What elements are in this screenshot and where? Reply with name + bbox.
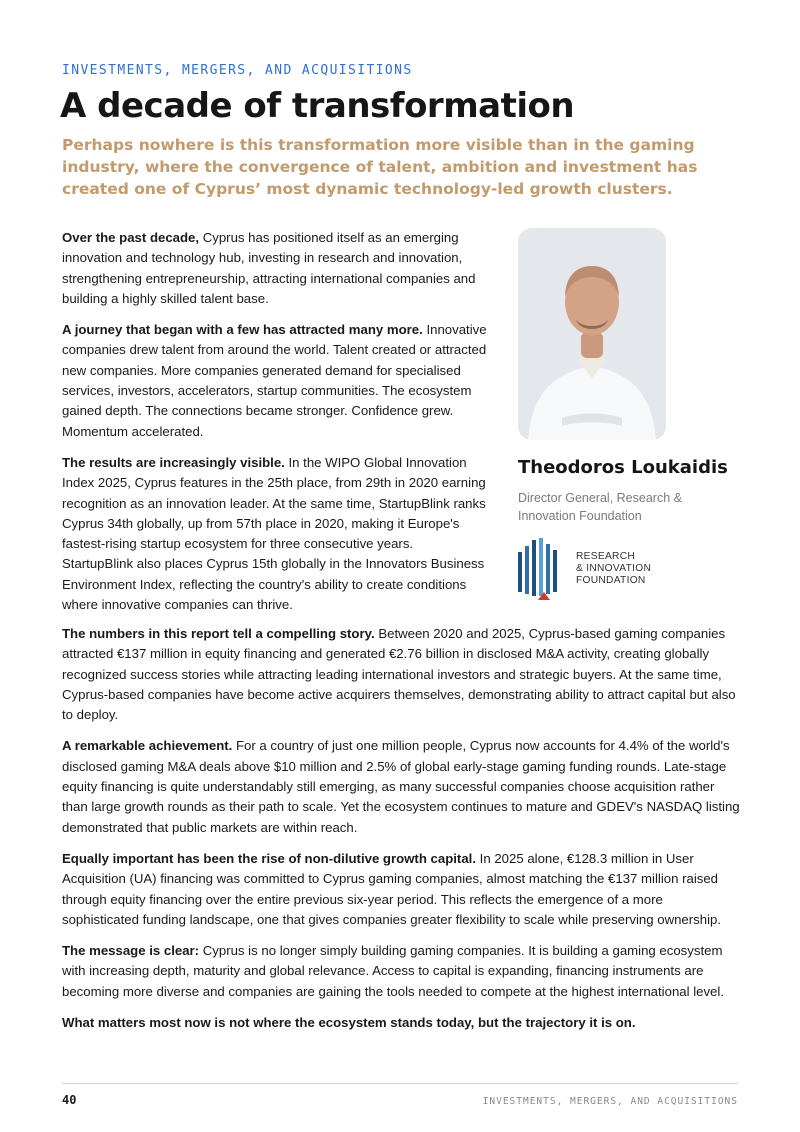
paragraph-text: In 2025 alone, €128.3 million in User Acquisition (UA) financing was committed to Cyprus gaming companies, almost matching the €137 million raised through equity financing over the entire previous six-year period. This reflects the emergence of a more sophisticated funding landscape, one that gives companies greater flexibility to scale while preserving ownership. bbox=[62, 850, 722, 927]
paragraph bbox=[62, 941, 742, 1002]
paragraph-lead: The message is clear: bbox=[62, 943, 200, 959]
person-role: Director General, Research & Innovation Foundation bbox=[518, 491, 682, 523]
paragraph-lead: A journey that began with a few has attracted many more. bbox=[62, 322, 423, 338]
page-title: A decade of transformation bbox=[60, 86, 575, 126]
paragraph-text: For a country of just one million people, Cyprus now accounts for 4.4% of the world's disclosed gaming M&A deals above $10 million and 2.5% of global early-stage gaming funding rounds. Late-stage equity financing is quite understandably still emerging, as many successful companies choose acquisition rather than large growth rounds as their path to scale. Yet the ecosystem continues to mature and GDEV's NASDAQ listing demonstrated that public markets are within reach. bbox=[62, 738, 740, 835]
paragraph bbox=[62, 624, 742, 725]
page-number: 40 bbox=[62, 1093, 77, 1107]
section-tag: INVESTMENTS, MERGERS, AND ACQUISITIONS bbox=[62, 63, 413, 78]
rif-logo-wordmark bbox=[576, 551, 651, 587]
paragraph-lead: Equally important has been the rise of non-dilutive growth capital. bbox=[62, 850, 476, 866]
logo-line: FOUNDATION bbox=[576, 575, 646, 586]
paragraph bbox=[62, 453, 487, 615]
paragraph-text: In the WIPO Global Innovation Index 2025, Cyprus features in the 25th place, from 29th in 2020 earning recognition as an innovation leader. At the same time, StartupBlink ranks Cyprus 34th globally, up from 57th place in 2020, making it Europe's fastest-rising startup ecosystem for three consecutive years. StartupBlink also places Cyprus 15th globally in the Innovators Business Environment Index, reflecting the country's ability to create conditions where innovative companies can thrive. bbox=[62, 454, 486, 613]
left-column bbox=[62, 228, 487, 626]
logo-line: RESEARCH bbox=[576, 551, 636, 562]
rif-logo-mark bbox=[518, 538, 570, 600]
paragraph-text: Cyprus is no longer simply building gaming companies. It is building a gaming ecosystem with increasing depth, maturity and global relevance. Access to capital is expanding, financing instruments are becoming more diverse and companies are gaining the tools needed to compete at the highest international level. bbox=[62, 943, 724, 999]
paragraph-text: Cyprus has positioned itself as an emerging innovation and technology hub, investing in research and innovation, strengthening entrepreneurship, attracting international companies and building a highly skilled talent base. bbox=[62, 230, 476, 306]
paragraph-lead: The numbers in this report tell a compelling story. bbox=[62, 626, 375, 641]
paragraph-text: Between 2020 and 2025, Cyprus-based gaming companies attracted €137 million in equity financing and generated €2.76 billion in disclosed M&A activity, creating globally recognized success stories while attracting leading international investors and strategic buyers. At the same time, Cyprus-based companies have become active acquirers themselves, demonstrating ability to attract capital but also to deploy. bbox=[62, 626, 736, 723]
paragraph-text: Innovative companies drew talent from around the world. Talent created or attracted new companies. More companies generated demand for specialised services, investors, accelerators, startup communities. The ecosystem gained depth. The connections became stronger. Confidence grew. Momentum accelerated. bbox=[62, 322, 487, 439]
lede-paragraph: Perhaps nowhere is this transformation more visible than in the gaming industry, where the convergence of talent, ambition and investment has created one of Cyprus’ most dynamic technology-led growth clusters. bbox=[62, 136, 698, 198]
paragraph bbox=[62, 1013, 742, 1033]
portrait-photo bbox=[518, 228, 666, 440]
paragraph-lead: Over the past decade, bbox=[62, 230, 200, 245]
person-name: Theodoros Loukaidis bbox=[518, 457, 728, 478]
footer-section-tag: INVESTMENTS, MERGERS, AND ACQUISITIONS bbox=[482, 1096, 738, 1107]
logo-line: & INNOVATION bbox=[576, 563, 652, 574]
paragraph-lead: A remarkable achievement. bbox=[62, 738, 233, 754]
paragraph bbox=[62, 849, 742, 930]
paragraph bbox=[62, 320, 487, 442]
paragraph-lead: The results are increasingly visible. bbox=[62, 454, 285, 470]
paragraph-lead: What matters most now is not where the ecosystem stands today, but the trajectory it is on. bbox=[62, 1015, 636, 1031]
full-width-body bbox=[62, 624, 742, 1044]
paragraph bbox=[62, 736, 742, 837]
portrait-illustration bbox=[518, 228, 666, 440]
paragraph bbox=[62, 228, 487, 309]
footer-divider bbox=[62, 1083, 738, 1084]
